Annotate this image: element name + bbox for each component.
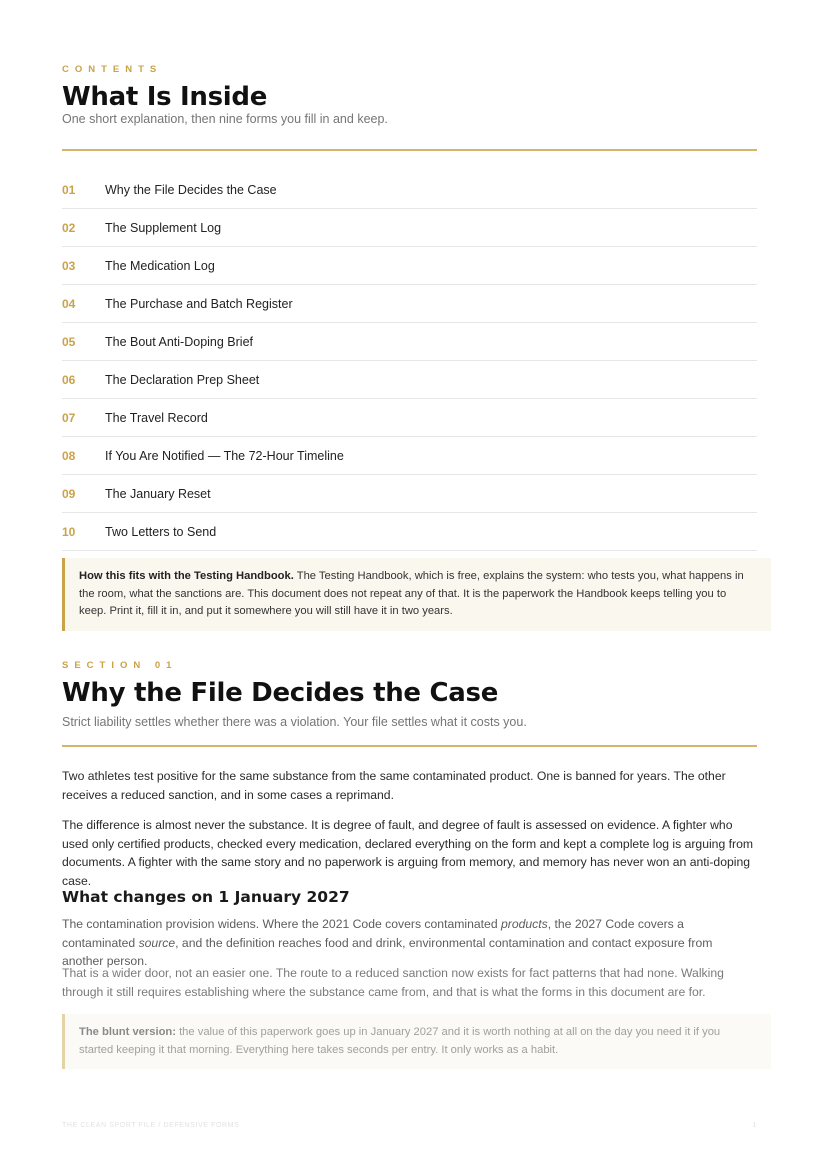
toc-item[interactable] bbox=[62, 171, 757, 209]
toc-title: The January Reset bbox=[105, 486, 211, 501]
toc-item[interactable] bbox=[62, 361, 757, 399]
section-title: Why the File Decides the Case bbox=[62, 678, 499, 708]
toc-number: 04 bbox=[62, 296, 76, 311]
callout-text: The Testing Handbook, which is free, explains the system: who tests you, what happens in the room, what the sanctions are. This document does not repeat any of that. It is the paperwork the Handbook keeps telling you to keep. Print it, fill it in, and put it somewhere you will still have it in two years. bbox=[79, 570, 744, 617]
section-eyebrow: SECTION 01 bbox=[62, 660, 178, 671]
toc-title: The Medication Log bbox=[105, 258, 215, 273]
contents-divider bbox=[62, 149, 757, 151]
toc-title: The Travel Record bbox=[105, 410, 208, 425]
callout-lead: How this fits with the Testing Handbook. bbox=[79, 570, 294, 582]
toc-item[interactable] bbox=[62, 247, 757, 285]
toc-item[interactable] bbox=[62, 437, 757, 475]
toc-item[interactable] bbox=[62, 323, 757, 361]
toc-number: 06 bbox=[62, 372, 76, 387]
toc-item[interactable] bbox=[62, 513, 757, 551]
subsection-heading: What changes on 1 January 2027 bbox=[62, 888, 350, 906]
contents-eyebrow: CONTENTS bbox=[62, 64, 163, 75]
toc-number: 08 bbox=[62, 448, 76, 463]
page-number: 1 bbox=[752, 1122, 757, 1129]
toc-title: Why the File Decides the Case bbox=[105, 182, 277, 197]
section-subtitle: Strict liability settles whether there was a violation. Your file settles what it costs you. bbox=[62, 715, 527, 729]
toc-item[interactable] bbox=[62, 209, 757, 247]
contents-title: What Is Inside bbox=[62, 82, 268, 112]
toc-title: The Purchase and Batch Register bbox=[105, 296, 293, 311]
toc-item[interactable] bbox=[62, 399, 757, 437]
callout-text: the value of this paperwork goes up in January 2027 and it is worth nothing at all on the day you need it if you started keeping it that morning. Everything here takes seconds per entry. It only works as a habit. bbox=[79, 1026, 721, 1056]
table-of-contents bbox=[62, 171, 757, 551]
toc-item[interactable] bbox=[62, 285, 757, 323]
toc-number: 09 bbox=[62, 486, 76, 501]
toc-number: 07 bbox=[62, 410, 76, 425]
handbook-callout bbox=[62, 558, 771, 631]
section-divider bbox=[62, 745, 757, 747]
callout-lead: The blunt version: bbox=[79, 1026, 176, 1038]
toc-item[interactable] bbox=[62, 475, 757, 513]
toc-number: 01 bbox=[62, 182, 76, 197]
blunt-callout bbox=[62, 1014, 771, 1069]
toc-title: If You Are Notified — The 72-Hour Timeline bbox=[105, 448, 344, 463]
page-footer bbox=[62, 1122, 757, 1129]
contents-subtitle: One short explanation, then nine forms you fill in and keep. bbox=[62, 112, 388, 126]
toc-title: The Declaration Prep Sheet bbox=[105, 372, 260, 387]
toc-title: The Bout Anti-Doping Brief bbox=[105, 334, 253, 349]
toc-title: The Supplement Log bbox=[105, 220, 222, 235]
toc-number: 03 bbox=[62, 258, 76, 273]
section-paragraph-2: The difference is almost never the substance. It is degree of fault, and degree of fault is assessed on evidence. A fighter who used only certified products, checked every medication, declared everything on the form and kept a complete log is arguing from documents. A fighter with the same story and no paperwork is arguing from memory, and memory has never won an anti-doping case. bbox=[62, 818, 753, 888]
section-paragraph-4: That is a wider door, not an easier one. The route to a reduced sanction now exists for fact patterns that had none. Walking through it still requires establishing where the substance came from, and that is what the forms in this document are for. bbox=[62, 966, 724, 999]
toc-number: 10 bbox=[62, 524, 76, 539]
footer-running-title: THE CLEAN SPORT FILE / DEFENSIVE FORMS bbox=[62, 1122, 240, 1129]
toc-number: 02 bbox=[62, 220, 76, 235]
toc-number: 05 bbox=[62, 334, 76, 349]
toc-title: Two Letters to Send bbox=[105, 524, 217, 539]
section-paragraph-1: Two athletes test positive for the same substance from the same contaminated product. One is banned for years. The other receives a reduced sanction, and in some cases a reprimand. bbox=[62, 769, 726, 802]
section-paragraph-3: The contamination provision widens. Where the 2021 Code covers contaminated products, the 2027 Code covers a contaminated source, and the definition reaches food and drink, environmental contamination and contact exposure from another person. bbox=[62, 917, 713, 968]
